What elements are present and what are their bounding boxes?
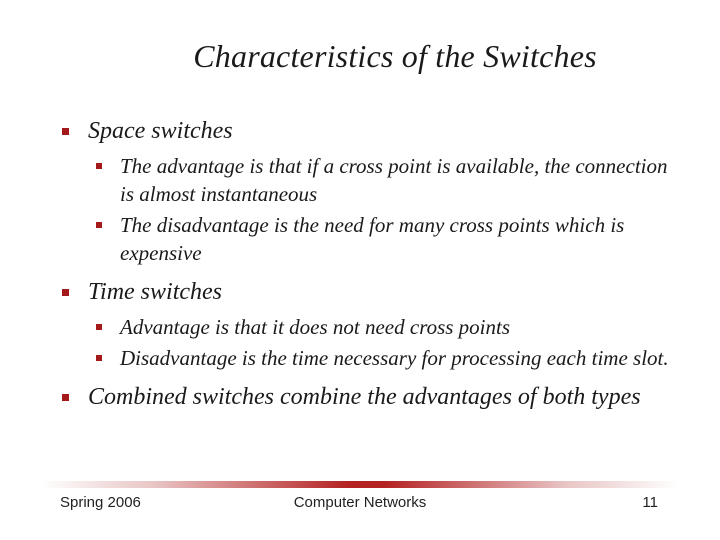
slide-body (60, 116, 680, 412)
sub-bullet-text: Advantage is that it does not need cross points (120, 315, 511, 339)
bullet-combined-switches (60, 382, 680, 412)
bullet-time-switches (60, 277, 680, 307)
square-bullet-icon (62, 128, 69, 135)
square-bullet-icon (96, 163, 102, 169)
sub-bullet-text: The disadvantage is the need for many cross points which is expensive (120, 213, 625, 265)
sub-bullet (60, 152, 680, 208)
sub-bullet-text: Disadvantage is the time necessary for processing each time slot. (120, 346, 669, 370)
bullet-space-switches (60, 116, 680, 146)
square-bullet-icon (62, 394, 69, 401)
sub-bullet (60, 344, 680, 372)
footer-course-title: Computer Networks (293, 494, 427, 511)
footer-accent-bar (40, 481, 680, 488)
bullet-text: Combined switches combine the advantages of both types (88, 384, 641, 410)
slide-title: Characteristics of the Switches (193, 38, 597, 74)
footer-date: Spring 2006 (60, 494, 141, 511)
bullet-text: Space switches (88, 118, 233, 144)
sub-bullet-text: The advantage is that if a cross point is available, the connection is almost instantaneous (120, 154, 668, 206)
square-bullet-icon (96, 324, 102, 330)
footer-page-number: 11 (642, 494, 658, 511)
square-bullet-icon (96, 222, 102, 228)
sub-bullet (60, 313, 680, 341)
square-bullet-icon (96, 355, 102, 361)
bullet-text: Time switches (88, 279, 223, 305)
sub-bullet (60, 211, 680, 267)
square-bullet-icon (62, 289, 69, 296)
